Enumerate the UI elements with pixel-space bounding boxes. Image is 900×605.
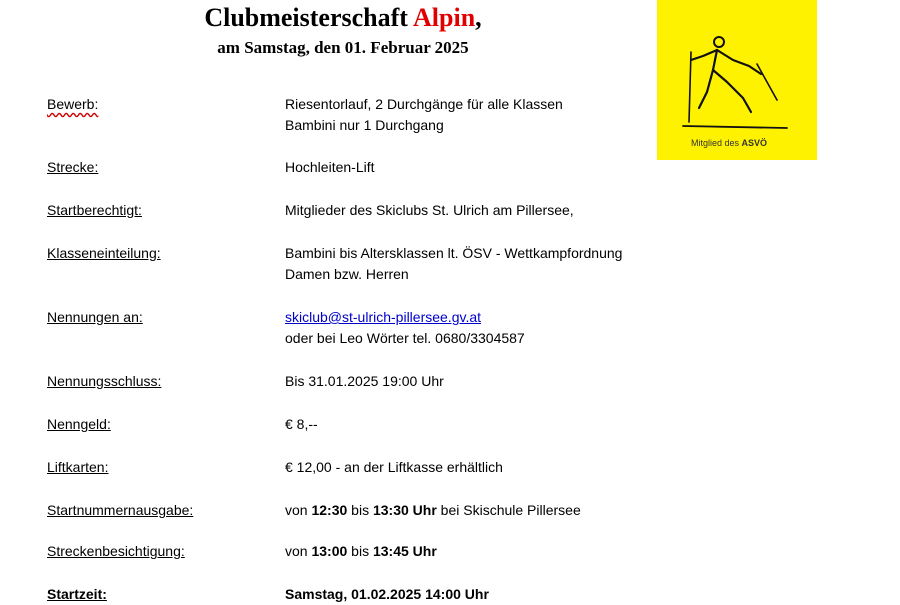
- label-startnummernausgabe: Startnummernausgabe:: [47, 502, 194, 518]
- label-klasseneinteilung: Klasseneinteilung:: [47, 245, 161, 261]
- value-nenngeld: € 8,--: [285, 416, 318, 432]
- label-nennungsschluss: Nennungsschluss:: [47, 373, 162, 389]
- value-bewerb-line2: Bambini nur 1 Durchgang: [285, 117, 444, 133]
- value-nennungen-email-wrap: [285, 307, 481, 328]
- document-subtitle: am Samstag, den 01. Februar 2025: [217, 38, 469, 57]
- document-title: [0, 2, 686, 34]
- label-nennungen: Nennungen an:: [47, 309, 143, 325]
- label-startzeit: Startzeit:: [47, 586, 107, 602]
- asvo-logo: [657, 0, 817, 160]
- value-startberechtigt: Mitglieder des Skiclubs St. Ulrich am Pillersee,: [285, 202, 574, 218]
- cross-country-skier-icon: [657, 0, 817, 160]
- logo-caption: Mitglied des ASVÖ: [691, 138, 768, 148]
- email-link[interactable]: skiclub@st-ulrich-pillersee.gv.at: [285, 309, 482, 325]
- value-nennungen-line2: oder bei Leo Wörter tel. 0680/3304587: [285, 330, 525, 346]
- value-strecke: Hochleiten-Lift: [285, 159, 375, 175]
- label-liftkarten: Liftkarten:: [47, 459, 109, 475]
- value-streckenbesichtigung: von 13:00 bis 13:45 Uhr: [285, 543, 437, 559]
- label-strecke: Strecke:: [47, 159, 99, 175]
- value-klasseneinteilung-line1: Bambini bis Altersklassen lt. ÖSV - Wettkampfordnung: [285, 245, 623, 261]
- label-streckenbesichtigung: Streckenbesichtigung:: [47, 543, 185, 559]
- title-end: ,: [475, 3, 482, 32]
- label-bewerb: Bewerb:: [47, 96, 99, 112]
- label-startberechtigt: Startberechtigt:: [47, 202, 142, 218]
- title-main: Clubmeisterschaft: [204, 3, 414, 32]
- value-startzeit: Samstag, 01.02.2025 14:00 Uhr: [285, 586, 489, 602]
- value-nennungsschluss: Bis 31.01.2025 19:00 Uhr: [285, 373, 444, 389]
- value-startnummernausgabe: von 12:30 bis 13:30 Uhr bei Skischule Pillersee: [285, 502, 581, 518]
- value-liftkarten: € 12,00 - an der Liftkasse erhältlich: [285, 459, 503, 475]
- title-accent: Alpin: [413, 3, 476, 32]
- value-bewerb-line1: Riesentorlauf, 2 Durchgänge für alle Klassen: [285, 96, 563, 112]
- label-nenngeld: Nenngeld:: [47, 416, 111, 432]
- value-klasseneinteilung-line2: Damen bzw. Herren: [285, 266, 409, 282]
